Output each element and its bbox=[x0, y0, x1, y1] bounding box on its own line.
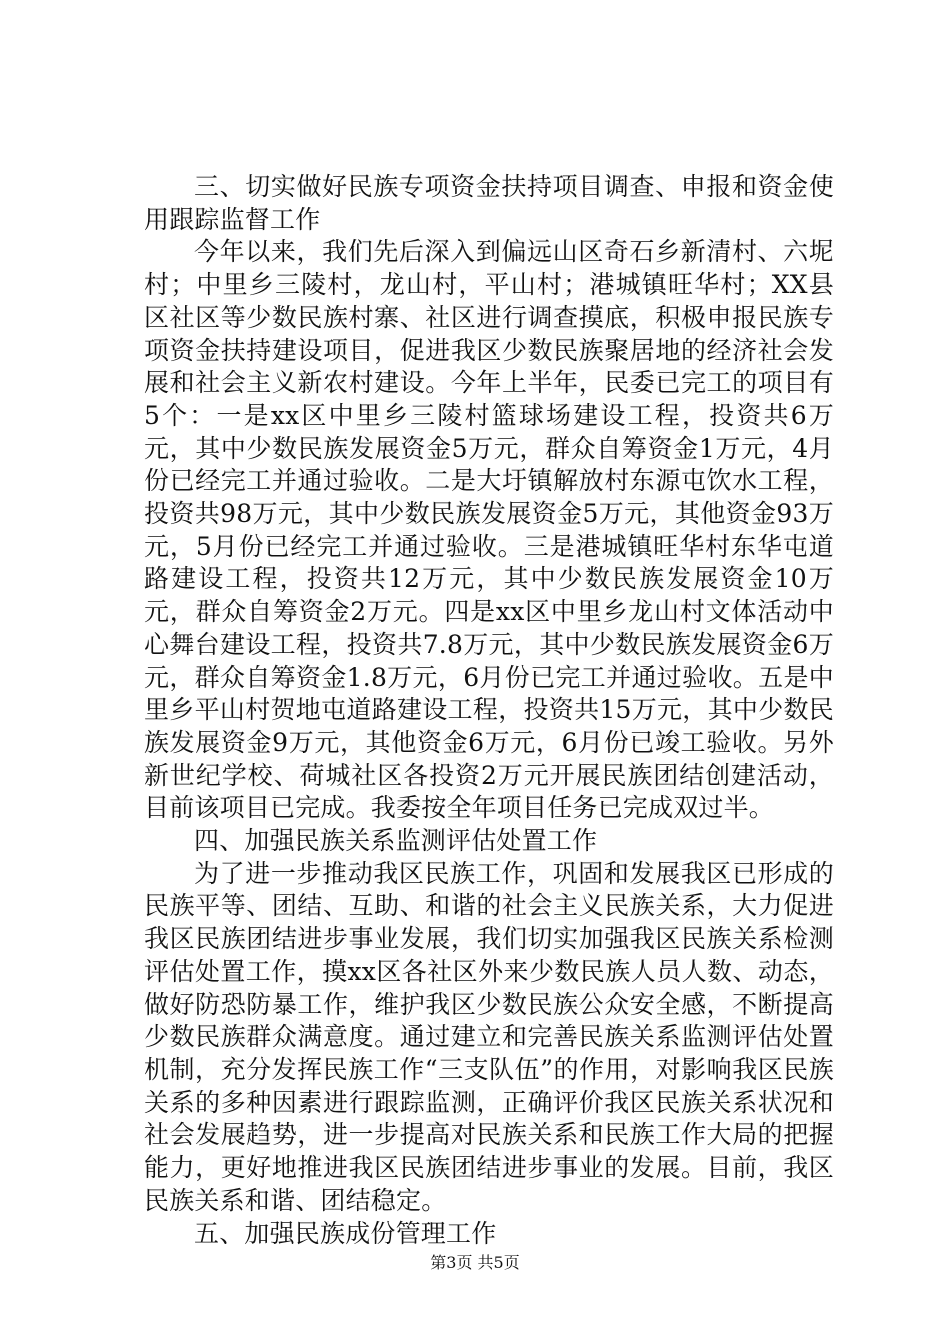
section-heading-3: 三、切实做好民族专项资金扶持项目调查、申报和资金使用跟踪监督工作 bbox=[144, 172, 834, 234]
section-heading-4: 四、加强民族关系监测评估处置工作 bbox=[194, 826, 598, 856]
page-footer: 第3页 共5页 bbox=[430, 1253, 520, 1272]
section-heading-5: 五、加强民族成份管理工作 bbox=[194, 1218, 497, 1248]
body-paragraph-projects: 今年以来，我们先后深入到偏远山区奇石乡新清村、六坭村；中里乡三陵村，龙山村，平山村；港城镇旺华村；XX县区社区等少数民族村寨、社区进行调查摸底，积极申报民族专项资金扶持建设项目，促进我区少数民族聚居地的经济社会发展和社会主义新农村建设。今年上半年，民委已完工的项目有5个：一是xx区中里乡三陵村篮球场建设工程，投资共6万元，其中少数民族发展资金5万元，群众自筹资金1万元，4月份已经完工并通过验收。二是大圩镇解放村东源屯饮水工程，投资共98万元，其中少数民族发展资金5万元，其他资金93万元，5月份已经完工并通过验收。三是港城镇旺华村东华屯道路建设工程，投资共12万元，其中少数民族发展资金10万元，群众自筹资金2万元。四是xx区中里乡龙山村文体活动中心舞台建设工程，投资共7.8万元，其中少数民族发展资金6万元，群众自筹资金1.8万元，6月份已完工并通过验收。五是中里乡平山村贺地屯道路建设工程，投资共15万元，其中少数民族发展资金9万元，其他资金6万元，6月份已竣工验收。另外新世纪学校、荷城社区各投资2万元开展民族团结创建活动，目前该项目已完成。我委按全年项目任务已完成双过半。 bbox=[144, 237, 834, 823]
document-body bbox=[144, 171, 834, 1250]
body-paragraph-relations: 为了进一步推动我区民族工作，巩固和发展我区已形成的民族平等、团结、互助、和谐的社会主义民族关系，大力促进我区民族团结进步事业发展，我们切实加强我区民族关系检测评估处置工作，摸xx区各社区外来少数民族人员人数、动态，做好防恐防暴工作，维护我区少数民族公众安全感，不断提高少数民族群众满意度。通过建立和完善民族关系监测评估处置机制，充分发挥民族工作“三支队伍”的作用，对影响我区民族关系的多种因素进行跟踪监测，正确评价我区民族关系状况和社会发展趋势，进一步提高对民族关系和民族工作大局的把握能力，更好地推进我区民族团结进步事业的发展。目前，我区民族关系和谐、团结稳定。 bbox=[144, 858, 834, 1215]
